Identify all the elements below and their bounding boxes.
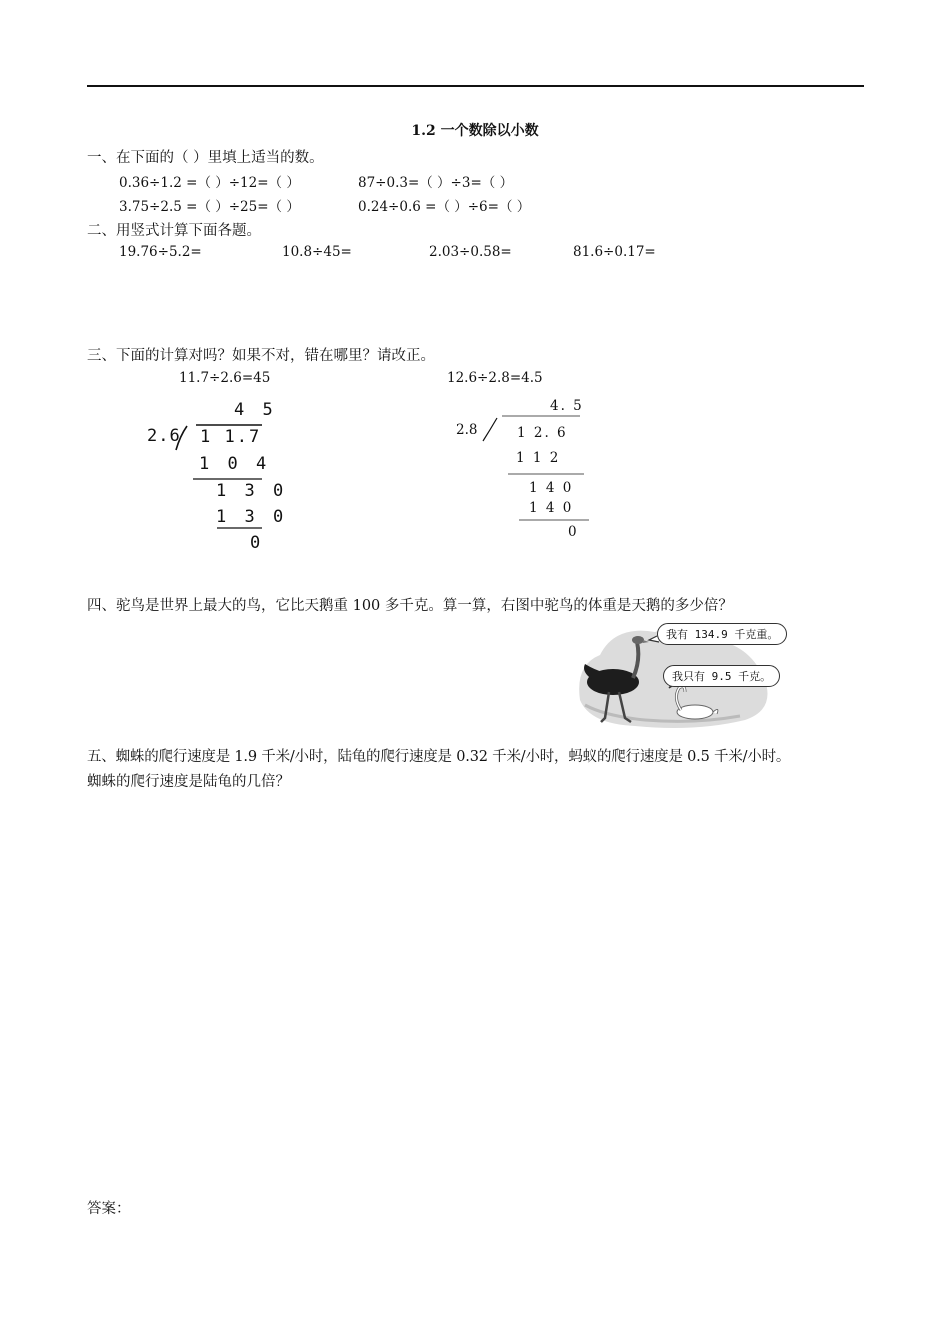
q3-left-dividend: 1 1.7 [200,427,262,447]
q3-right-step-4: 0 [568,524,579,540]
q4-heading: 四、驼鸟是世界上最大的鸟，它比天鹅重 100 多千克。算一算，右图中驼鸟的体重是天鹅的多少倍？ [87,598,733,614]
q3-right-dividend: 1 2. 6 [517,425,568,441]
q2-item-4: 81.6÷0.17= [573,244,656,260]
q3-right-equation: 12.6÷2.8=4.5 [447,370,543,386]
q3-left-step-1: 1 0 4 [199,454,271,474]
q1-heading: 一、在下面的（ ）里填上适当的数。 [87,150,324,166]
ostrich-swan-illustration [575,620,779,728]
q5-line-1: 五、蜘蛛的爬行速度是 1.9 千米/小时，陆龟的爬行速度是 0.32 千米/小时，蚂蚁的爬行速度是 0.5 千米/小时。 [87,749,791,765]
q2-heading: 二、用竖式计算下面各题。 [87,223,261,239]
q1-row2-right: 0.24÷0.6 =（ ）÷6=（ ） [358,199,531,215]
q3-left-divisor: 2.6 [147,426,181,446]
answer-label: 答案： [87,1201,131,1217]
q3-left-quotient: 4 5 [234,400,277,420]
q1-row1-right: 87÷0.3=（ ）÷3=（ ） [358,175,514,191]
q3-left-step-4: 0 [250,533,265,553]
q3-left-equation: 11.7÷2.6=45 [179,370,271,386]
q3-right-divisor: 2.8 [456,422,478,438]
q3-right-step-3: 1 4 0 [529,500,574,516]
q5-line-2: 蜘蛛的爬行速度是陆龟的几倍？ [87,774,290,790]
q3-left-step-3: 1 3 0 [216,507,288,527]
q1-row1-left: 0.36÷1.2 =（ ）÷12=（ ） [119,175,300,191]
q3-right-step-1: 1 1 2 [516,450,561,466]
swan-speech-bubble: 我只有 9.5 千克。 [663,665,780,687]
q2-item-2: 10.8÷45= [282,244,352,260]
ostrich-speech-bubble: 我有 134.9 千克重。 [657,623,787,645]
page-title: 1.2 一个数除以小数 [411,123,539,139]
q3-heading: 三、下面的计算对吗？如果不对，错在哪里？请改正。 [87,348,435,364]
q2-item-3: 2.03÷0.58= [429,244,512,260]
q2-item-1: 19.76÷5.2= [119,244,202,260]
q3-right-step-2: 1 4 0 [529,480,574,496]
q1-row2-left: 3.75÷2.5 =（ ）÷25=（ ） [119,199,300,215]
q3-right-quotient: 4. 5 [550,398,584,414]
q3-left-step-2: 1 3 0 [216,481,288,501]
